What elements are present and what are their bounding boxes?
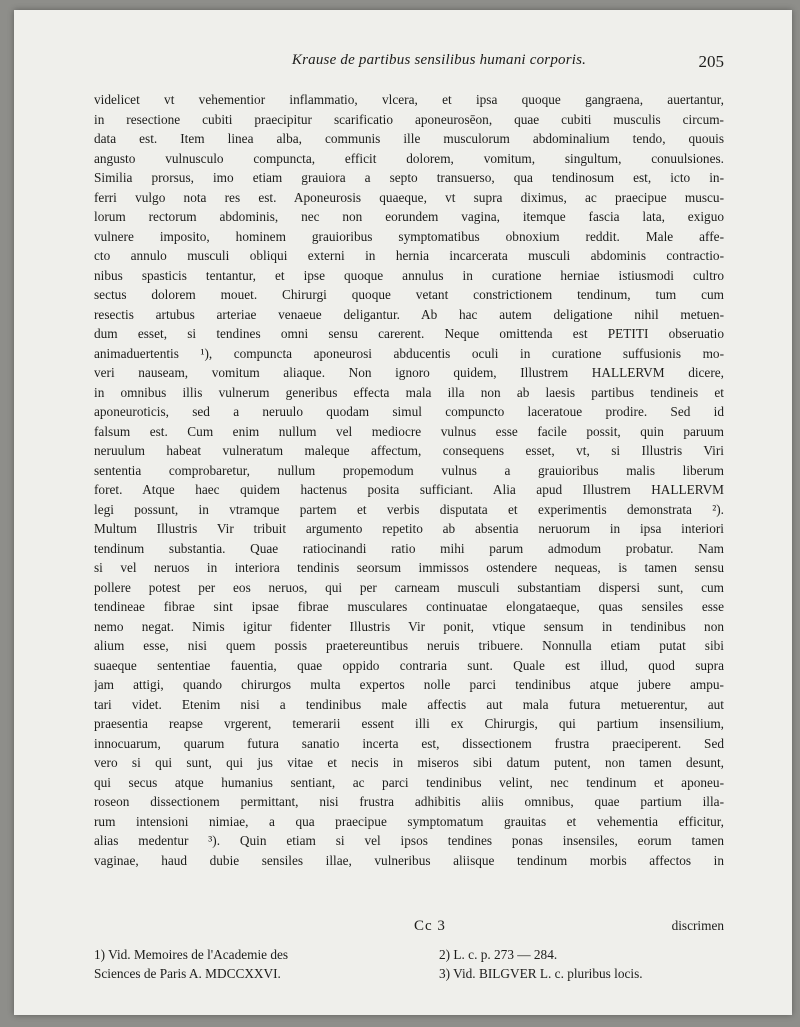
text-line: Similia prorsus, imo etiam grauiora a septo transuerso, qua tendinosum est, icto in- (94, 170, 724, 185)
text-line: falsum est. Cum enim nullum vel mediocre vulnus esse facile possit, quin paruum (94, 423, 724, 439)
text-line: praesentia reapse vrgerent, temerarii essent illi ex Chirurgis, qui partium insensilium, (94, 716, 724, 731)
text-line: aponeuroticis, sed a neruulo quodam simul compuncto laceratoue prodire. Sed id (94, 404, 724, 419)
text-line: tari videt. Etenim nisi a tendinibus male affectis aut mala futura metuerentur, aut (94, 696, 724, 712)
catchword: discrimen (671, 918, 724, 933)
text-line: dum esset, si tendines omni sensu carerent. Neque omittenda est PETITI obseruatio (94, 326, 724, 341)
text-line: jam attigi, quando chirurgos multa expertos nolle parci tendinibus atque jubere ampu- (94, 677, 724, 692)
text-line: animaduertentis ¹), compuncta aponeurosi abducentis oculi in curatione suffusionis mo- (94, 345, 724, 361)
text-line: resectis artubus arteriae venaeue deligantur. Ab hac autem deligatione nihil metuen- (94, 306, 724, 322)
text-line: sententia comprobaretur, nullum propemodum vulnus a grauioribus malis liberum (94, 462, 724, 478)
text-line: neruulum habeat vulneratum maleque affectum, consequens esset, vt, si Illustris Viri (94, 443, 724, 458)
text-line: angusto vulnusculo compuncta, efficit dolorem, vomitum, singultum, conuulsiones. (94, 150, 724, 166)
text-line: Multum Illustris Vir tribuit argumento repetito ab absentia neruorum in ipsa interiori (94, 521, 724, 536)
text-line: rum intensioni nimiae, a qua praecipue symptomatum grauitas et vehementia efficitur, (94, 813, 724, 829)
text-line: nemo negat. Nimis igitur fidenter Illustris Vir ponit, vtique sensum in tendinibus non (94, 618, 724, 634)
book-page (14, 10, 792, 1015)
text-line: pollere potest per eos neruos, qui per carneam musculi substantiam dispersi sunt, cum (94, 579, 724, 595)
footnotes-right-column (439, 945, 724, 983)
text-line: tendineae fibrae sint ipsae fibrae musculares continuatae elongataeque, quas sensiles esse (94, 599, 724, 614)
footnotes-left-column (94, 945, 404, 983)
page-number: 205 (698, 52, 724, 71)
text-line: si vel neruos in interiora tendinis seorsum immissos ostendere nequeas, is tamen sensu (94, 560, 724, 575)
footnote-line: 3) Vid. BILGVER L. c. pluribus locis. (439, 966, 643, 981)
signature-row (94, 918, 724, 940)
text-line: vulnere imposito, hominem grauioribus symptomatibus obnoxium reddit. Male affe- (94, 228, 724, 244)
text-line: videlicet vt vehementior inflammatio, vlcera, et ipsa quoque gangraena, auertantur, (94, 92, 724, 107)
running-head: Krause de partibus sensilibus humani corporis. (291, 52, 587, 68)
text-line: lorum rectorum abdominis, nec non eorundem vagina, itemque fascia lata, exiguo (94, 209, 724, 224)
body-text (94, 90, 724, 870)
text-line: qui secus atque humanius sentiant, ac parci tendinibus velint, nec tendinum et aponeu- (94, 774, 724, 790)
text-line: data est. Item linea alba, communis ille musculorum abdominalium tendo, quouis (94, 131, 724, 146)
footnote-line: Sciences de Paris A. MDCCXXVI. (94, 966, 281, 981)
text-line: sectus dolorem mouet. Chirurgi quoque vetant constrictionem tendinum, tum cum (94, 287, 724, 302)
text-line: nibus spasticis tentantur, et ipse quoque annulus in curatione herniae istiusmodi cultro (94, 267, 724, 283)
text-line: suaeque sententiae fauentia, quae oppido contraria sunt. Quale est illud, quod supra (94, 657, 724, 673)
footnote-line: 1) Vid. Memoires de l'Academie des (94, 947, 289, 962)
signature-mark: Cc 3 (414, 918, 446, 934)
text-line: innocuarum, quarum futura sanatio incerta est, dissectionem frustra praeciperent. Sed (94, 735, 724, 751)
text-line: alium esse, nisi quem possis praetereuntibus neruis tribuere. Nonnulla etiam putat sibi (94, 638, 724, 653)
text-line: veri nauseam, vomitum aliaque. Non ignoro quidem, Illustrem HALLERVM dicere, (94, 365, 724, 380)
text-line: vaginae, haud dubie sensiles illae, vulneribus aliisque tendinum morbis affectos in (94, 852, 724, 868)
text-line: vero si qui sunt, qui jus vitae et necis in miseros sibi datum putent, non tamen desunt, (94, 755, 724, 770)
text-line: tendinum substantia. Quae ratiocinandi ratio mihi parum admodum probatur. Nam (94, 540, 724, 556)
text-line: ferri vulgo nota res est. Aponeurosis quaeque, vt supra diximus, ac praecipue muscu- (94, 189, 724, 205)
text-line: in resectione cubiti praecipitur scarificatio aponeurosēon, quae cubiti musculis circum- (94, 111, 724, 127)
page-header (94, 52, 724, 82)
text-line: cto annulo musculi obliqui externi in hernia incarcerata musculi abdominis contractio- (94, 248, 724, 263)
text-line: alias medentur ³). Quin etiam si vel ipsos tendines ponas insensiles, eorum tamen (94, 833, 724, 848)
text-line: roseon dissectionem permittant, nisi frustra adhibitis aliis omnibus, quae partium illa- (94, 794, 724, 809)
footnote-line: 2) L. c. p. 273 — 284. (439, 947, 558, 962)
text-line: foret. Atque haec quidem hactenus posita sufficiant. Alia apud Illustrem HALLERVM (94, 482, 724, 497)
text-line: in omnibus illis vulnerum generibus effecta mala illa non ab laesis partibus tendineis et (94, 384, 724, 400)
text-line: legi possunt, in vtramque partem et verbis disputata et experimentis demonstrata ²). (94, 501, 724, 517)
